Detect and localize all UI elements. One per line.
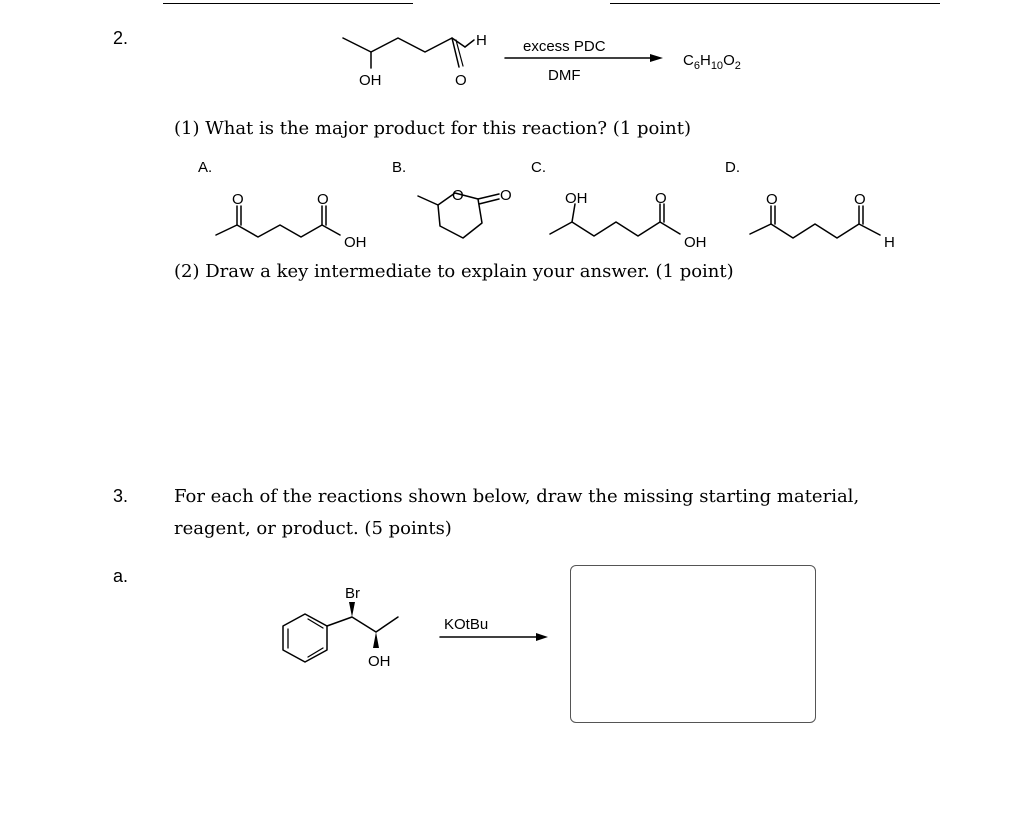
choice-d-letter: D. bbox=[725, 159, 740, 176]
reagent-kotbu: KOtBu bbox=[444, 616, 489, 633]
choice-a-letter: A. bbox=[198, 159, 213, 176]
problem-3a-letter: a. bbox=[113, 566, 129, 586]
choice-c-letter: C. bbox=[531, 159, 546, 176]
reagent-bottom: DMF bbox=[548, 67, 581, 84]
starting-material-structure bbox=[343, 38, 474, 68]
reaction-arrow-3a-head bbox=[536, 633, 548, 641]
reaction-arrow-head bbox=[650, 54, 663, 62]
choice-d-o1: O bbox=[766, 191, 778, 208]
answer-box[interactable] bbox=[570, 565, 816, 723]
choice-d-structure bbox=[750, 206, 880, 238]
choice-d-h: H bbox=[884, 234, 895, 251]
choice-a-o2: O bbox=[317, 191, 329, 208]
label-br: Br bbox=[345, 585, 360, 602]
question-2-part-2: (2) Draw a key intermediate to explain your answer. (1 point) bbox=[174, 261, 734, 282]
problem-3-instructions: For each of the reactions shown below, draw the missing starting material, reagent, or product. (5 points) bbox=[174, 486, 860, 539]
choice-b-ring-o: O bbox=[452, 187, 464, 204]
label-oh: OH bbox=[359, 72, 382, 89]
wedge-bond-br bbox=[349, 602, 355, 617]
wedge-bond-oh bbox=[373, 632, 379, 648]
problem-2-number: 2. bbox=[113, 28, 129, 48]
label-o: O bbox=[455, 72, 467, 89]
choice-c-structure bbox=[550, 204, 680, 236]
choice-a-o1: O bbox=[232, 191, 244, 208]
choice-b-letter: B. bbox=[392, 159, 407, 176]
choice-b-carbonyl-o: O bbox=[500, 187, 512, 204]
choice-a-oh: OH bbox=[344, 234, 367, 251]
reagent-top: excess PDC bbox=[523, 38, 606, 55]
choice-c-oh-acid: OH bbox=[684, 234, 707, 251]
choice-c-o: O bbox=[655, 190, 667, 207]
product-formula: $C_6H_{10}O_2$ bbox=[683, 52, 741, 72]
choice-a-structure bbox=[216, 206, 340, 237]
choice-c-oh-top: OH bbox=[565, 190, 588, 207]
problem-3-number: 3. bbox=[113, 486, 129, 506]
question-2-part-1: (1) What is the major product for this reaction? (1 point) bbox=[174, 118, 691, 139]
label-h: H bbox=[476, 32, 487, 49]
label-3a-oh: OH bbox=[368, 653, 391, 670]
choice-d-o2: O bbox=[854, 191, 866, 208]
